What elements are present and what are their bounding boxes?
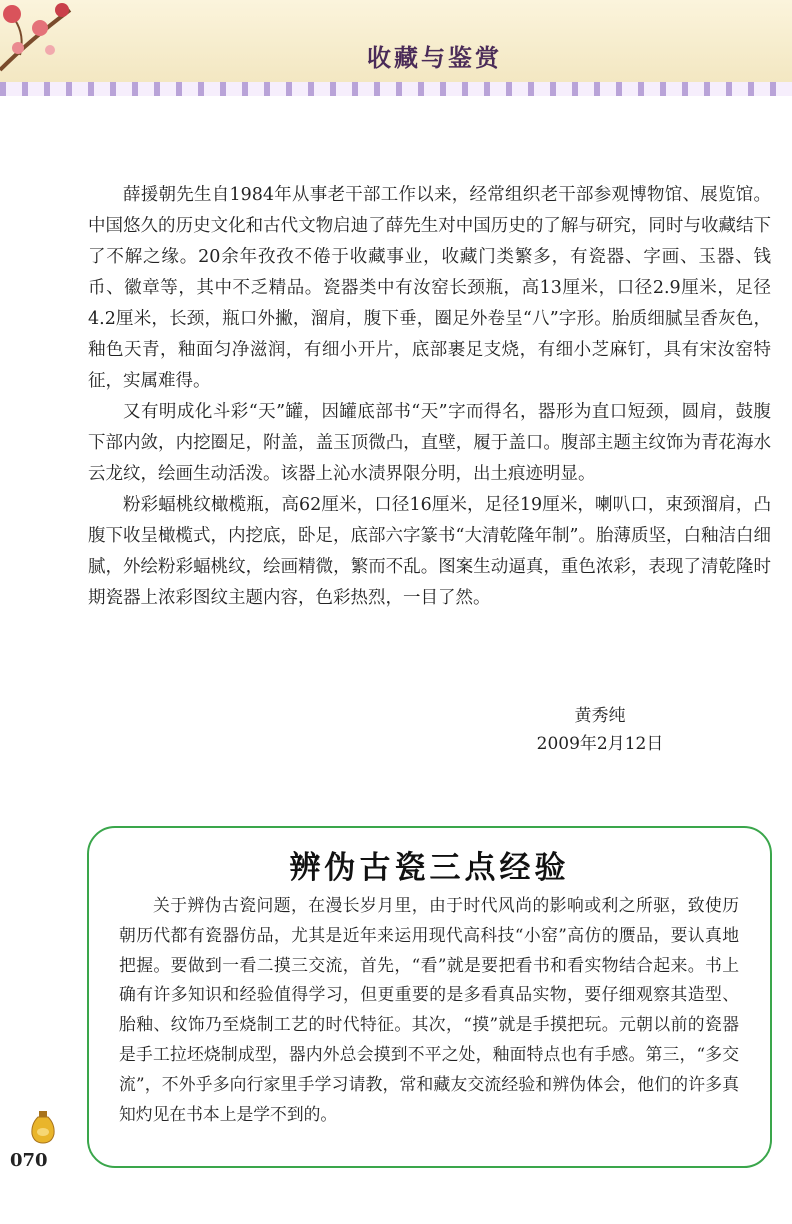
article-paragraph: 粉彩蝠桃纹橄榄瓶，高62厘米，口径16厘米，足径19厘米，喇叭口，束颈溜肩，凸腹下收呈橄榄式，内挖底，卧足，底部六字篆书“大清乾隆年制”。胎薄质坚，白釉洁白细腻，外绘粉彩蝠桃纹，绘画精微，繁而不乱。图案生动逼真，重色浓彩，表现了清乾隆时期瓷器上浓彩图纹主题内容，色彩热烈，一目了然。 bbox=[88, 495, 771, 608]
article-body bbox=[88, 180, 771, 614]
vase-icon bbox=[29, 1110, 57, 1144]
article-signature bbox=[520, 702, 680, 758]
page-number: 070 bbox=[10, 1150, 48, 1171]
box-paragraph: 关于辨伪古瓷问题，在漫长岁月里，由于时代风尚的影响或利之所驱，致使历朝历代都有瓷器仿品，尤其是近年来运用现代高科技“小窑”高仿的赝品，要认真地把握。要做到一看二摸三交流，首先，“看”就是要把看书和看实物结合起来。书上确有许多知识和经验值得学习，但更重要的是多看真品实物，要仔细观察其造型、胎釉、纹饰乃至烧制工艺的时代特征。其次，“摸”就是手摸把玩。元朝以前的瓷器是手工拉坯烧制成型，器内外总会摸到不平之处，釉面特点也有手感。第三，“多交流”，不外乎多向行家里手学习请教，常和藏友交流经验和辨伪体会，他们的许多真知灼见在书本上是学不到的。 bbox=[119, 895, 739, 1124]
page-header bbox=[0, 0, 792, 82]
article-paragraph: 又有明成化斗彩“天”罐，因罐底部书“天”字而得名，器形为直口短颈，圆肩，鼓腹下部内敛，内挖圈足，附盖，盖玉顶微凸，直壁，履于盖口。腹部主题主纹饰为青花海水云龙纹，绘画生动活泼。该器上沁水渍界限分明，出土痕迹明显。 bbox=[88, 402, 771, 484]
sidebar-box bbox=[87, 826, 772, 1168]
author-name: 黄秀纯 bbox=[574, 706, 626, 726]
box-title: 辨伪古瓷三点经验 bbox=[289, 850, 570, 886]
header-border-decoration bbox=[0, 82, 792, 96]
article-paragraph: 薛援朝先生自1984年从事老干部工作以来，经常组织老干部参观博物馆、展览馆。中国悠久的历史文化和古代文物启迪了薛先生对中国历史的了解与研究，同时与收藏结下了不解之缘。20余年孜孜不倦于收藏事业，收藏门类繁多，有瓷器、字画、玉器、钱币、徽章等，其中不乏精品。瓷器类中有汝窑长颈瓶，高13厘米，口径2.9厘米，足径4.2厘米，长颈，瓶口外撇，溜肩，腹下垂，圈足外卷呈“八”字形。胎质细腻呈香灰色，釉色天青，釉面匀净滋润，有细小开片，底部裹足支烧，有细小芝麻钉，具有宋汝窑特征，实属难得。 bbox=[88, 185, 771, 391]
plum-blossom-decoration-icon bbox=[0, 0, 90, 80]
article-date: 2009年2月12日 bbox=[536, 734, 664, 754]
section-title: 收藏与鉴赏 bbox=[367, 43, 502, 72]
box-text bbox=[119, 891, 739, 1129]
